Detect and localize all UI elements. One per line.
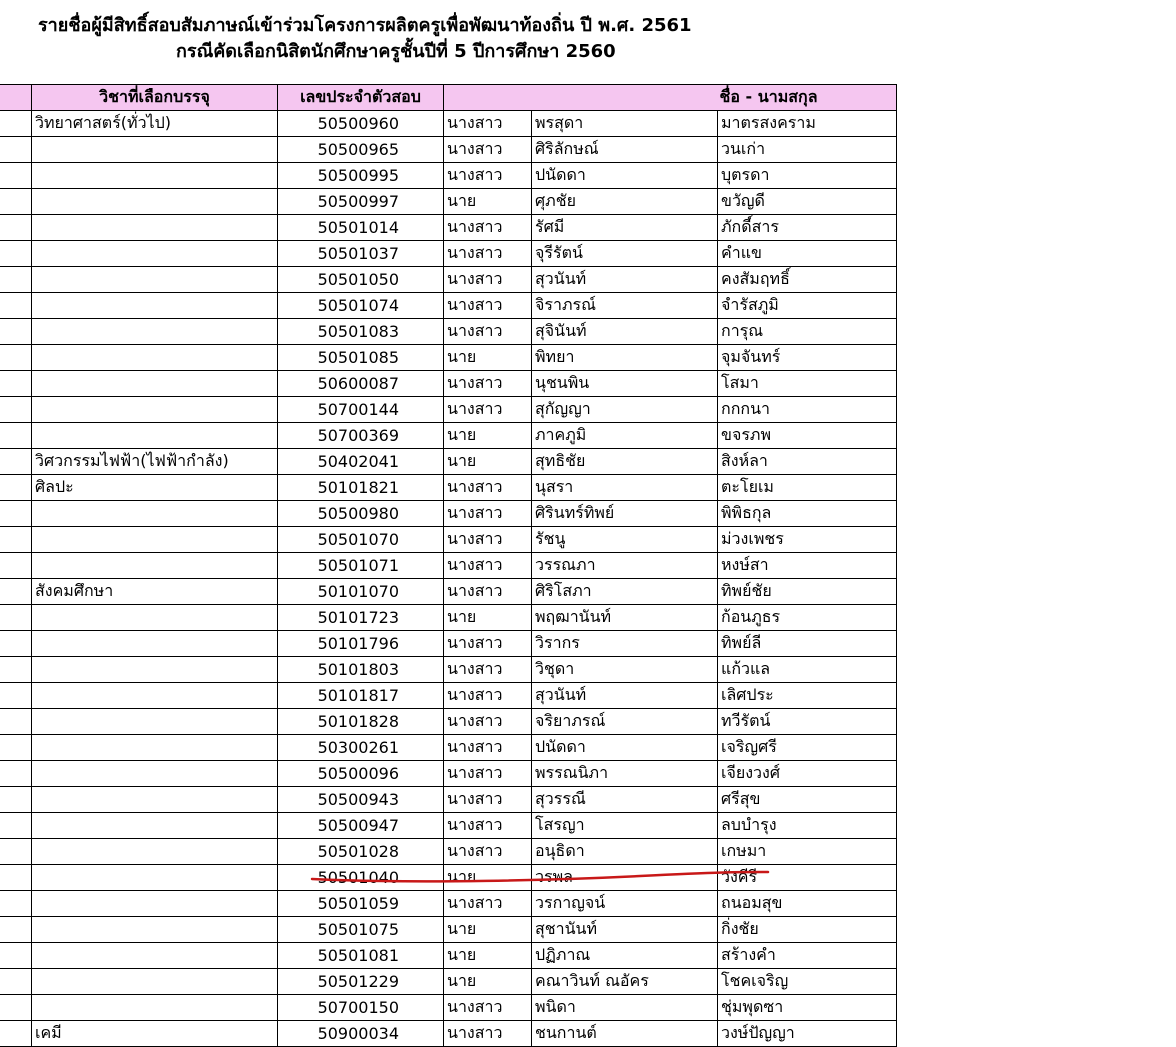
exam-id-cell: 50700144 <box>278 397 444 423</box>
row-margin-cell <box>0 995 32 1021</box>
name-prefix-cell: นาย <box>444 943 532 969</box>
subject-cell <box>32 163 278 189</box>
table-row <box>0 345 897 371</box>
header-full-name: ชื่อ - นามสกุล <box>444 85 897 111</box>
last-name-cell: ชุ่มพุดซา <box>718 995 897 1021</box>
first-name-cell: อนุธิดา <box>532 839 718 865</box>
name-prefix-cell: นาย <box>444 865 532 891</box>
subject-cell <box>32 969 278 995</box>
name-prefix-cell: นางสาว <box>444 319 532 345</box>
row-margin-cell <box>0 709 32 735</box>
last-name-cell: ม่วงเพชร <box>718 527 897 553</box>
name-prefix-cell: นางสาว <box>444 163 532 189</box>
row-margin-cell <box>0 1021 32 1047</box>
exam-id-cell: 50101803 <box>278 657 444 683</box>
subject-cell <box>32 553 278 579</box>
last-name-cell: วงษ์ปัญญา <box>718 1021 897 1047</box>
table-row <box>0 605 897 631</box>
name-prefix-cell: นาย <box>444 605 532 631</box>
name-prefix-cell: นางสาว <box>444 839 532 865</box>
exam-id-cell: 50501071 <box>278 553 444 579</box>
last-name-cell: ทิพย์ลี <box>718 631 897 657</box>
table-row <box>0 969 897 995</box>
name-prefix-cell: นางสาว <box>444 527 532 553</box>
subject-cell: วิศวกรรมไฟฟ้า(ไฟฟ้ากำลัง) <box>32 449 278 475</box>
exam-id-cell: 50501059 <box>278 891 444 917</box>
table-row <box>0 787 897 813</box>
header-subject: วิชาที่เลือกบรรจุ <box>32 85 278 111</box>
table-row <box>0 527 897 553</box>
row-margin-cell <box>0 267 32 293</box>
table-row <box>0 1021 897 1047</box>
last-name-cell: บุตรดา <box>718 163 897 189</box>
row-margin-cell <box>0 579 32 605</box>
subject-cell <box>32 371 278 397</box>
last-name-cell: เกษมา <box>718 839 897 865</box>
first-name-cell: พิทยา <box>532 345 718 371</box>
row-margin-cell <box>0 111 32 137</box>
first-name-cell: สุวนันท์ <box>532 267 718 293</box>
row-margin-cell <box>0 371 32 397</box>
last-name-cell: จำรัสภูมิ <box>718 293 897 319</box>
subject-cell <box>32 137 278 163</box>
subject-cell <box>32 501 278 527</box>
exam-id-cell: 50700369 <box>278 423 444 449</box>
table-row <box>0 995 897 1021</box>
name-prefix-cell: นางสาว <box>444 215 532 241</box>
table-row <box>0 241 897 267</box>
first-name-cell: ศิริลักษณ์ <box>532 137 718 163</box>
subject-cell: เคมี <box>32 1021 278 1047</box>
first-name-cell: วิรากร <box>532 631 718 657</box>
table-row <box>0 423 897 449</box>
row-margin-cell <box>0 735 32 761</box>
last-name-cell: ก้อนภูธร <box>718 605 897 631</box>
name-prefix-cell: นางสาว <box>444 709 532 735</box>
subject-cell <box>32 813 278 839</box>
page-subtitle: กรณีคัดเลือกนิสิตนักศึกษาครูชั้นปีที่ 5 ปีการศึกษา 2560 <box>176 41 616 62</box>
last-name-cell: โชคเจริญ <box>718 969 897 995</box>
name-prefix-cell: นาย <box>444 189 532 215</box>
last-name-cell: กิ่งชัย <box>718 917 897 943</box>
exam-id-cell: 50101821 <box>278 475 444 501</box>
last-name-cell: พิพิธกุล <box>718 501 897 527</box>
row-margin-cell <box>0 891 32 917</box>
exam-id-cell: 50501070 <box>278 527 444 553</box>
name-prefix-cell: นาย <box>444 449 532 475</box>
first-name-cell: รัศมี <box>532 215 718 241</box>
name-prefix-cell: นางสาว <box>444 683 532 709</box>
first-name-cell: สุวรรณี <box>532 787 718 813</box>
first-name-cell: ศิรินทร์ทิพย์ <box>532 501 718 527</box>
row-margin-cell <box>0 293 32 319</box>
row-margin-cell <box>0 631 32 657</box>
first-name-cell: สุชานันท์ <box>532 917 718 943</box>
first-name-cell: รัชนู <box>532 527 718 553</box>
table-row <box>0 709 897 735</box>
exam-id-cell: 50500997 <box>278 189 444 215</box>
subject-cell: วิทยาศาสตร์(ทั่วไป) <box>32 111 278 137</box>
table-row <box>0 137 897 163</box>
table-row <box>0 397 897 423</box>
exam-id-cell: 50101723 <box>278 605 444 631</box>
first-name-cell: จุรีรัตน์ <box>532 241 718 267</box>
subject-cell <box>32 891 278 917</box>
name-prefix-cell: นาย <box>444 423 532 449</box>
table-row <box>0 735 897 761</box>
exam-id-cell: 50501081 <box>278 943 444 969</box>
row-margin-cell <box>0 943 32 969</box>
last-name-cell: คงสัมฤทธิ์ <box>718 267 897 293</box>
exam-id-cell: 50402041 <box>278 449 444 475</box>
last-name-cell: ทวีรัตน์ <box>718 709 897 735</box>
row-margin-cell <box>0 527 32 553</box>
exam-id-cell: 50501229 <box>278 969 444 995</box>
exam-id-cell: 50101817 <box>278 683 444 709</box>
table-row <box>0 111 897 137</box>
row-margin-cell <box>0 241 32 267</box>
first-name-cell: ศุภชัย <box>532 189 718 215</box>
subject-cell <box>32 605 278 631</box>
table-row <box>0 449 897 475</box>
name-prefix-cell: นางสาว <box>444 137 532 163</box>
table-row <box>0 943 897 969</box>
table-row <box>0 501 897 527</box>
name-prefix-cell: นางสาว <box>444 475 532 501</box>
exam-id-cell: 50501074 <box>278 293 444 319</box>
last-name-cell: มาตรสงคราม <box>718 111 897 137</box>
name-prefix-cell: นางสาว <box>444 995 532 1021</box>
row-margin-cell <box>0 163 32 189</box>
exam-id-cell: 50500980 <box>278 501 444 527</box>
table-row <box>0 839 897 865</box>
table-row <box>0 683 897 709</box>
subject-cell <box>32 657 278 683</box>
first-name-cell: คณาวินท์ ณอัคร <box>532 969 718 995</box>
table-row <box>0 579 897 605</box>
last-name-cell: ขวัญดี <box>718 189 897 215</box>
subject-cell <box>32 215 278 241</box>
last-name-cell: วังคีรี <box>718 865 897 891</box>
last-name-cell: คำแข <box>718 241 897 267</box>
exam-id-cell: 50501083 <box>278 319 444 345</box>
subject-cell <box>32 423 278 449</box>
exam-id-cell: 50101070 <box>278 579 444 605</box>
name-prefix-cell: นางสาว <box>444 397 532 423</box>
row-margin-cell <box>0 501 32 527</box>
row-margin-cell <box>0 917 32 943</box>
exam-id-cell: 50501037 <box>278 241 444 267</box>
subject-cell <box>32 319 278 345</box>
subject-cell <box>32 397 278 423</box>
first-name-cell: วรพล <box>532 865 718 891</box>
first-name-cell: สุทธิชัย <box>532 449 718 475</box>
exam-id-cell: 50501040 <box>278 865 444 891</box>
name-prefix-cell: นางสาว <box>444 1021 532 1047</box>
exam-id-cell: 50101796 <box>278 631 444 657</box>
name-prefix-cell: นางสาว <box>444 501 532 527</box>
table-row <box>0 189 897 215</box>
exam-id-cell: 50500995 <box>278 163 444 189</box>
last-name-cell: การุณ <box>718 319 897 345</box>
exam-id-cell: 50600087 <box>278 371 444 397</box>
subject-cell <box>32 709 278 735</box>
last-name-cell: จุมจันทร์ <box>718 345 897 371</box>
exam-id-cell: 50500947 <box>278 813 444 839</box>
last-name-cell: หงษ์สา <box>718 553 897 579</box>
row-margin-cell <box>0 397 32 423</box>
table-row <box>0 371 897 397</box>
last-name-cell: แก้วแล <box>718 657 897 683</box>
row-margin-cell <box>0 813 32 839</box>
row-margin-cell <box>0 449 32 475</box>
subject-cell <box>32 293 278 319</box>
candidate-table <box>0 84 897 1047</box>
subject-cell <box>32 631 278 657</box>
exam-id-cell: 50900034 <box>278 1021 444 1047</box>
row-margin-cell <box>0 787 32 813</box>
last-name-cell: เจริญศรี <box>718 735 897 761</box>
row-margin-cell <box>0 475 32 501</box>
row-margin-cell <box>0 839 32 865</box>
first-name-cell: ภาคภูมิ <box>532 423 718 449</box>
name-prefix-cell: นางสาว <box>444 293 532 319</box>
row-margin-cell <box>0 683 32 709</box>
exam-id-cell: 50501050 <box>278 267 444 293</box>
table-header-row <box>0 85 897 111</box>
name-prefix-cell: นางสาว <box>444 553 532 579</box>
first-name-cell: พฤฒานันท์ <box>532 605 718 631</box>
table-row <box>0 319 897 345</box>
name-prefix-cell: นางสาว <box>444 267 532 293</box>
table-row <box>0 215 897 241</box>
name-prefix-cell: นางสาว <box>444 813 532 839</box>
subject-cell <box>32 267 278 293</box>
row-margin-cell <box>0 319 32 345</box>
subject-cell: สังคมศึกษา <box>32 579 278 605</box>
table-row <box>0 891 897 917</box>
name-prefix-cell: นางสาว <box>444 761 532 787</box>
subject-cell <box>32 189 278 215</box>
name-prefix-cell: นางสาว <box>444 241 532 267</box>
subject-cell <box>32 345 278 371</box>
row-margin-cell <box>0 553 32 579</box>
table-row <box>0 475 897 501</box>
first-name-cell: ศิริโสภา <box>532 579 718 605</box>
row-margin-cell <box>0 215 32 241</box>
name-prefix-cell: นาย <box>444 917 532 943</box>
first-name-cell: วรกาญจน์ <box>532 891 718 917</box>
last-name-cell: ขจรภพ <box>718 423 897 449</box>
exam-id-cell: 50500096 <box>278 761 444 787</box>
first-name-cell: วิชุดา <box>532 657 718 683</box>
first-name-cell: สุจินันท์ <box>532 319 718 345</box>
subject-cell <box>32 683 278 709</box>
page-title: รายชื่อผู้มีสิทธิ์สอบสัมภาษณ์เข้าร่วมโครงการผลิตครูเพื่อพัฒนาท้องถิ่น ปี พ.ศ. 2561 <box>38 15 692 36</box>
exam-id-cell: 50501028 <box>278 839 444 865</box>
first-name-cell: สุกัญญา <box>532 397 718 423</box>
subject-cell <box>32 735 278 761</box>
row-margin-cell <box>0 761 32 787</box>
table-row <box>0 917 897 943</box>
subject-cell <box>32 761 278 787</box>
name-prefix-cell: นางสาว <box>444 371 532 397</box>
row-margin-cell <box>0 345 32 371</box>
last-name-cell: ศรีสุข <box>718 787 897 813</box>
subject-cell <box>32 241 278 267</box>
last-name-cell: ถนอมสุข <box>718 891 897 917</box>
subject-cell: ศิลปะ <box>32 475 278 501</box>
exam-id-cell: 50500965 <box>278 137 444 163</box>
row-margin-cell <box>0 969 32 995</box>
first-name-cell: วรรณภา <box>532 553 718 579</box>
exam-id-cell: 50700150 <box>278 995 444 1021</box>
row-margin-cell <box>0 657 32 683</box>
exam-id-cell: 50101828 <box>278 709 444 735</box>
last-name-cell: ทิพย์ชัย <box>718 579 897 605</box>
row-margin-cell <box>0 865 32 891</box>
name-prefix-cell: นางสาว <box>444 631 532 657</box>
first-name-cell: พนิดา <box>532 995 718 1021</box>
last-name-cell: ตะโยเม <box>718 475 897 501</box>
table-row <box>0 865 897 891</box>
subject-cell <box>32 995 278 1021</box>
table-row <box>0 761 897 787</box>
exam-id-cell: 50501075 <box>278 917 444 943</box>
subject-cell <box>32 865 278 891</box>
header-spacer <box>0 85 32 111</box>
last-name-cell: โสมา <box>718 371 897 397</box>
exam-id-cell: 50500943 <box>278 787 444 813</box>
first-name-cell: ปนัดดา <box>532 163 718 189</box>
name-prefix-cell: นาย <box>444 345 532 371</box>
exam-id-cell: 50300261 <box>278 735 444 761</box>
row-margin-cell <box>0 605 32 631</box>
exam-id-cell: 50501085 <box>278 345 444 371</box>
table-row <box>0 657 897 683</box>
table-row <box>0 553 897 579</box>
last-name-cell: เลิศประ <box>718 683 897 709</box>
first-name-cell: จริยาภรณ์ <box>532 709 718 735</box>
name-prefix-cell: นางสาว <box>444 787 532 813</box>
last-name-cell: สร้างคำ <box>718 943 897 969</box>
subject-cell <box>32 527 278 553</box>
first-name-cell: นุสรา <box>532 475 718 501</box>
table-row <box>0 813 897 839</box>
last-name-cell: วนเก่า <box>718 137 897 163</box>
name-prefix-cell: นางสาว <box>444 657 532 683</box>
first-name-cell: ปนัดดา <box>532 735 718 761</box>
first-name-cell: ปฏิภาณ <box>532 943 718 969</box>
last-name-cell: สิงห์ลา <box>718 449 897 475</box>
name-prefix-cell: นางสาว <box>444 111 532 137</box>
row-margin-cell <box>0 189 32 215</box>
subject-cell <box>32 839 278 865</box>
subject-cell <box>32 787 278 813</box>
first-name-cell: สุวนันท์ <box>532 683 718 709</box>
exam-id-cell: 50501014 <box>278 215 444 241</box>
first-name-cell: จิราภรณ์ <box>532 293 718 319</box>
name-prefix-cell: นางสาว <box>444 579 532 605</box>
name-prefix-cell: นางสาว <box>444 891 532 917</box>
name-prefix-cell: นางสาว <box>444 735 532 761</box>
first-name-cell: โสรญา <box>532 813 718 839</box>
header-exam-id: เลขประจำตัวสอบ <box>278 85 444 111</box>
exam-id-cell: 50500960 <box>278 111 444 137</box>
last-name-cell: กกกนา <box>718 397 897 423</box>
subject-cell <box>32 943 278 969</box>
subject-cell <box>32 917 278 943</box>
name-prefix-cell: นาย <box>444 969 532 995</box>
first-name-cell: ชนกานต์ <box>532 1021 718 1047</box>
row-margin-cell <box>0 137 32 163</box>
first-name-cell: พรรณนิภา <box>532 761 718 787</box>
first-name-cell: นุชนพิน <box>532 371 718 397</box>
last-name-cell: ลบบำรุง <box>718 813 897 839</box>
table-row <box>0 267 897 293</box>
table-row <box>0 631 897 657</box>
table-row <box>0 293 897 319</box>
table-row <box>0 163 897 189</box>
first-name-cell: พรสุดา <box>532 111 718 137</box>
last-name-cell: เจียงวงศ์ <box>718 761 897 787</box>
last-name-cell: ภักดี์สาร <box>718 215 897 241</box>
row-margin-cell <box>0 423 32 449</box>
